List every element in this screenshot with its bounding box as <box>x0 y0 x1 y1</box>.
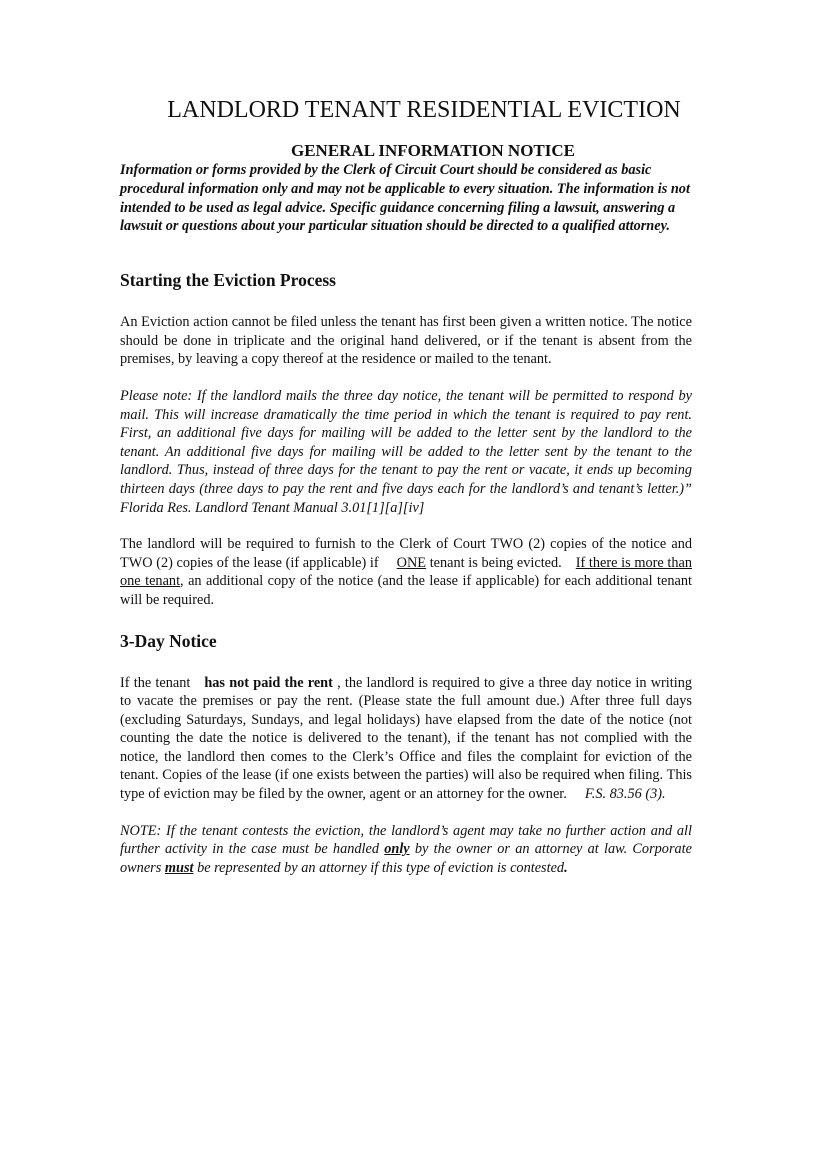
three-day-notice-paragraph <box>120 674 692 804</box>
not-paid-rent-bold: has not paid the rent <box>204 674 333 691</box>
note-end-period: . <box>564 859 568 876</box>
note-paragraph <box>120 822 692 878</box>
copies-text-3: , an additional copy of the notice (and the lease if applicable) for each additional tenant will be required. <box>120 573 692 608</box>
note-text-2: by the owner or an attorney at law. Corporate owners <box>120 841 692 876</box>
statute-citation: F.S. 83.56 (3). <box>584 786 666 803</box>
section-heading-starting-eviction: Starting the Eviction Process <box>120 270 336 291</box>
note-text-1: NOTE: If the tenant contests the eviction, the landlord’s agent may take no further action and all further activity in the case must be handled <box>120 822 692 858</box>
must-emphasis: must <box>164 859 194 876</box>
copies-text-1: The landlord will be required to furnish to the Clerk of Court TWO (2) copies of the notice and TWO (2) copies of the lease (if applicable) if <box>120 536 692 571</box>
document-page <box>0 95 816 1151</box>
eviction-notice-paragraph: An Eviction action cannot be filed unless the tenant has first been given a written notice. The notice should be done in triplicate and the original hand delivered, or if the tenant is absent from the premises, by leaving a copy thereof at the residence or mailed to the tenant. <box>120 314 692 368</box>
please-note-paragraph: Please note: If the landlord mails the three day notice, the tenant will be permitted to respond by mail. This will increase dramatically the time period in which the tenant is required to pay rent. First, an additional five days for mailing will be added to the letter sent by the landlord to the tenant. An additional five days for mailing will be added to the letter sent by the tenant to the landlord. Thus, instead of three days for the tenant to pay the rent or vacate, it ends up becoming thirteen days (three days to pay the rent and five days each for the landlord’s and tenant’s letter.)” Florida Res. Landlord Tenant Manual 3.01[1][a][iv] <box>120 387 692 516</box>
only-emphasis: only <box>384 841 410 858</box>
three-day-text-1: If the tenant <box>120 674 191 691</box>
disclaimer-text: Information or forms provided by the Clerk of Circuit Court should be considered as basic procedural information only and may not be applicable to every situation. The information is not intended to be used as legal advice. Specific guidance concerning filing a lawsuit, answering a lawsuit or questions about your particular situation should be directed to a qualified attorney. <box>120 162 690 235</box>
copies-text-2: tenant is being evicted. <box>429 554 562 571</box>
notice-heading: GENERAL INFORMATION NOTICE <box>291 141 575 160</box>
copies-paragraph <box>120 535 692 609</box>
three-day-text-2: , the landlord is required to give a three day notice in writing to vacate the premises or pay the rent. (Please state the full amount due.) After three full days (excluding Saturdays, Sundays, and legal holidays) have elapsed from the date of the notice (not counting the date the notice is delivered to the tenant), if the tenant has not complied with the notice, the landlord then comes to the Clerk’s Office and files the complaint for eviction of the tenant. Copies of the lease (if one exists between the parties) will also be required when filing. This type of eviction may be filed by the owner, agent or an attorney for the owner. <box>120 674 692 803</box>
one-tenant-underlined: ONE <box>396 554 427 571</box>
note-text-3: be represented by an attorney if this type of eviction is contested <box>197 859 565 876</box>
more-than-one-tenant-underlined: If there is more than one tenant <box>120 554 692 590</box>
section-heading-3-day-notice: 3-Day Notice <box>120 630 217 651</box>
document-title: LANDLORD TENANT RESIDENTIAL EVICTION <box>167 97 681 123</box>
